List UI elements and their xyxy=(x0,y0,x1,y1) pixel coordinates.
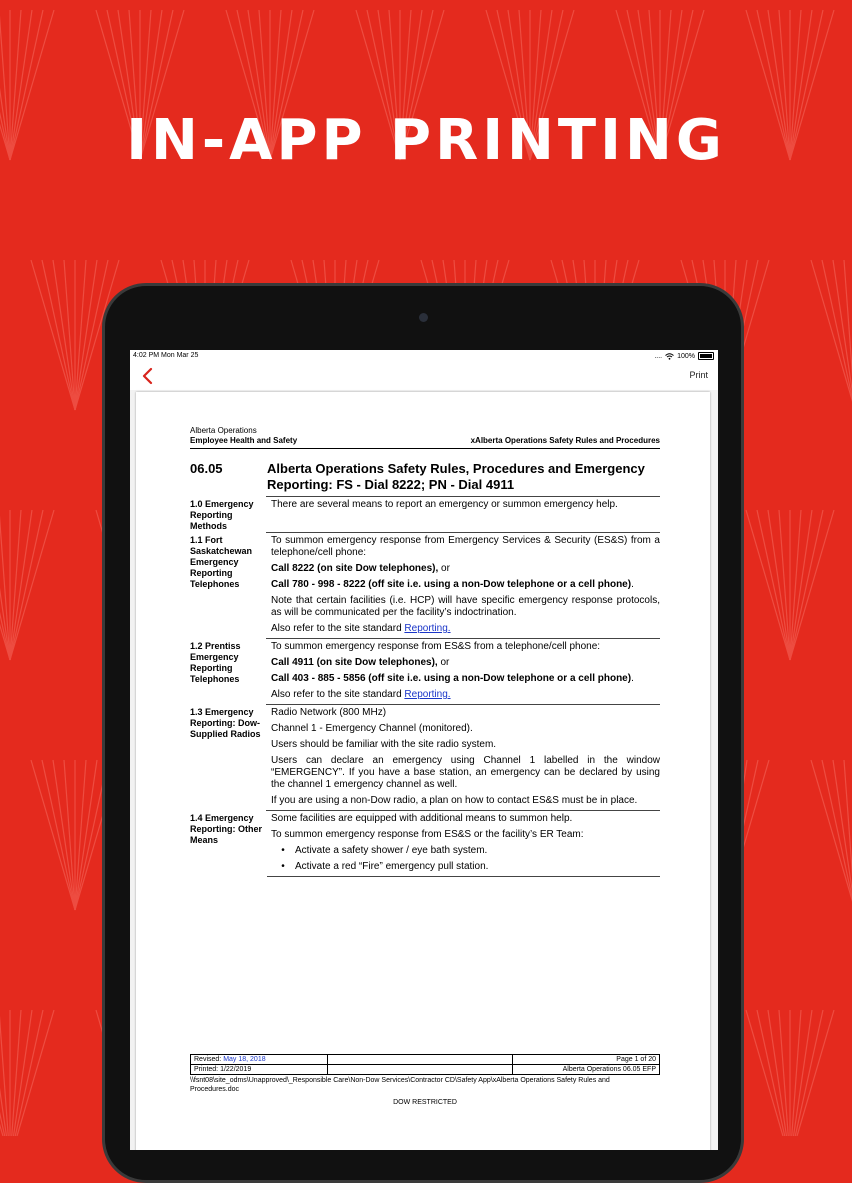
doc-footer xyxy=(190,1054,660,1107)
row-body xyxy=(266,810,660,876)
bullet-item xyxy=(271,861,660,873)
bullet-dot: • xyxy=(281,845,285,856)
status-indicators xyxy=(654,352,714,360)
row-text-rest: . xyxy=(631,673,634,684)
status-time: 4:02 PM Mon Mar 25 xyxy=(133,352,199,359)
call-number: Call 780 - 998 - 8222 (off site i.e. using a non-Dow telephone or a cell phone) xyxy=(271,579,632,590)
doc-row xyxy=(190,532,660,638)
nav-bar xyxy=(130,364,718,390)
row-text: Radio Network (800 MHz) xyxy=(271,707,387,718)
camera xyxy=(419,313,428,322)
doc-header-row xyxy=(190,435,660,449)
row-body xyxy=(266,532,660,638)
row-body xyxy=(266,496,660,531)
doc-header-right: xAlberta Operations Safety Rules and Procedures xyxy=(470,436,660,445)
row-text xyxy=(271,579,660,591)
row-label: 1.0 Emergency Reporting Methods xyxy=(190,499,254,531)
revised-label: Revised: xyxy=(194,1056,222,1063)
row-label: 1.1 Fort Saskatchewan Emergency Reporting Telephones xyxy=(190,535,253,589)
battery-icon xyxy=(698,352,714,360)
row-text: There are several means to report an emergency or summon emergency help. xyxy=(271,499,618,510)
file-path: \\fsnt08\site_odms\Unapproved\_Responsible Care\Non-Dow Services\Contractor CD\Safety App\xAlberta Operations Safety Rules and Procedures.doc xyxy=(190,1077,610,1093)
row-text: Users can declare an emergency using Channel 1 labelled in the window “EMERGENCY”. If you have a base station, an emergency can be declared by using the channel 1 emergency channel as well. xyxy=(271,755,660,790)
row-body xyxy=(266,638,660,704)
section-end-rule xyxy=(267,876,660,877)
row-text-lead: Also refer to the site standard xyxy=(271,623,405,634)
row-text: Users should be familiar with the site radio system. xyxy=(271,739,497,750)
row-text-rest: . xyxy=(631,579,634,590)
back-chevron-icon[interactable] xyxy=(140,366,156,386)
row-text-lead: Also refer to the site standard xyxy=(271,689,405,700)
page-number: Page 1 of 20 xyxy=(513,1055,660,1065)
row-label: 1.3 Emergency Reporting: Dow-Supplied Radios xyxy=(190,707,261,739)
row-text xyxy=(271,623,660,635)
section-number: 06.05 xyxy=(190,461,223,476)
wifi-icon xyxy=(665,353,674,360)
print-button[interactable]: Print xyxy=(689,370,708,380)
revised-cell xyxy=(191,1055,328,1065)
row-text: If you are using a non-Dow radio, a plan on how to contact ES&S must be in place. xyxy=(271,795,638,806)
row-label: 1.4 Emergency Reporting: Other Means xyxy=(190,813,262,845)
app-screen xyxy=(130,350,718,1150)
doc-row xyxy=(190,810,660,876)
doc-row xyxy=(190,704,660,810)
footer-empty-cell xyxy=(328,1055,513,1065)
document-body xyxy=(190,426,660,877)
row-text xyxy=(271,689,660,701)
row-text-rest: or xyxy=(438,563,450,574)
doc-row xyxy=(190,496,660,532)
bullet-text: Activate a safety shower / eye bath system. xyxy=(295,845,488,856)
document-viewer[interactable] xyxy=(130,390,718,1150)
signal-indicator: .... xyxy=(654,352,663,360)
reporting-link[interactable]: Reporting. xyxy=(404,689,451,700)
row-body xyxy=(266,704,660,810)
headline: IN-APP PRINTING xyxy=(126,108,726,173)
row-text xyxy=(271,657,660,669)
status-bar xyxy=(130,350,718,364)
section-title-row xyxy=(190,461,660,493)
row-text: To summon emergency response from Emergency Services & Security (ES&S) from a telephone/cell phone: xyxy=(271,535,660,558)
bullet-dot: • xyxy=(281,861,285,872)
call-number: Call 4911 (on site Dow telephones), xyxy=(271,657,438,668)
row-text: To summon emergency response from ES&S from a telephone/cell phone: xyxy=(271,641,601,652)
row-text xyxy=(271,563,660,575)
restricted-label: DOW RESTRICTED xyxy=(393,1099,457,1106)
row-text: Channel 1 - Emergency Channel (monitored). xyxy=(271,723,473,734)
battery-percent: 100% xyxy=(677,352,695,360)
row-text: To summon emergency response from ES&S or the facility’s ER Team: xyxy=(271,829,584,840)
reporting-link[interactable]: Reporting. xyxy=(404,623,451,634)
row-text: Some facilities are equipped with additional means to summon help. xyxy=(271,813,573,824)
section-title: Alberta Operations Safety Rules, Procedures and Emergency Reporting: FS - Dial 8222; PN - Dial 4911 xyxy=(267,461,645,492)
row-text xyxy=(271,673,660,685)
bullet-text: Activate a red “Fire” emergency pull station. xyxy=(295,861,489,872)
bullet-item xyxy=(271,845,660,857)
doc-org: Alberta Operations xyxy=(190,426,257,435)
doc-row xyxy=(190,638,660,704)
footer-empty-cell xyxy=(328,1065,513,1075)
footer-table xyxy=(190,1054,660,1075)
revised-date: May 18, 2018 xyxy=(223,1056,266,1063)
call-number: Call 8222 (on site Dow telephones), xyxy=(271,563,439,574)
row-label: 1.2 Prentiss Emergency Reporting Telephones xyxy=(190,641,241,684)
row-text: Note that certain facilities (i.e. HCP) will have specific emergency response protocols, as will be communicated per the facility’s indoctrination. xyxy=(271,595,660,618)
doc-dept: Employee Health and Safety xyxy=(190,436,298,445)
document-page xyxy=(136,392,710,1150)
printed-date: Printed: 1/22/2019 xyxy=(191,1065,328,1075)
doc-id: Alberta Operations 06.05 EFP xyxy=(513,1065,660,1075)
row-text-rest: or xyxy=(437,657,450,668)
call-number: Call 403 - 885 - 5856 (off site i.e. using a non-Dow telephone or a cell phone) xyxy=(271,673,632,684)
